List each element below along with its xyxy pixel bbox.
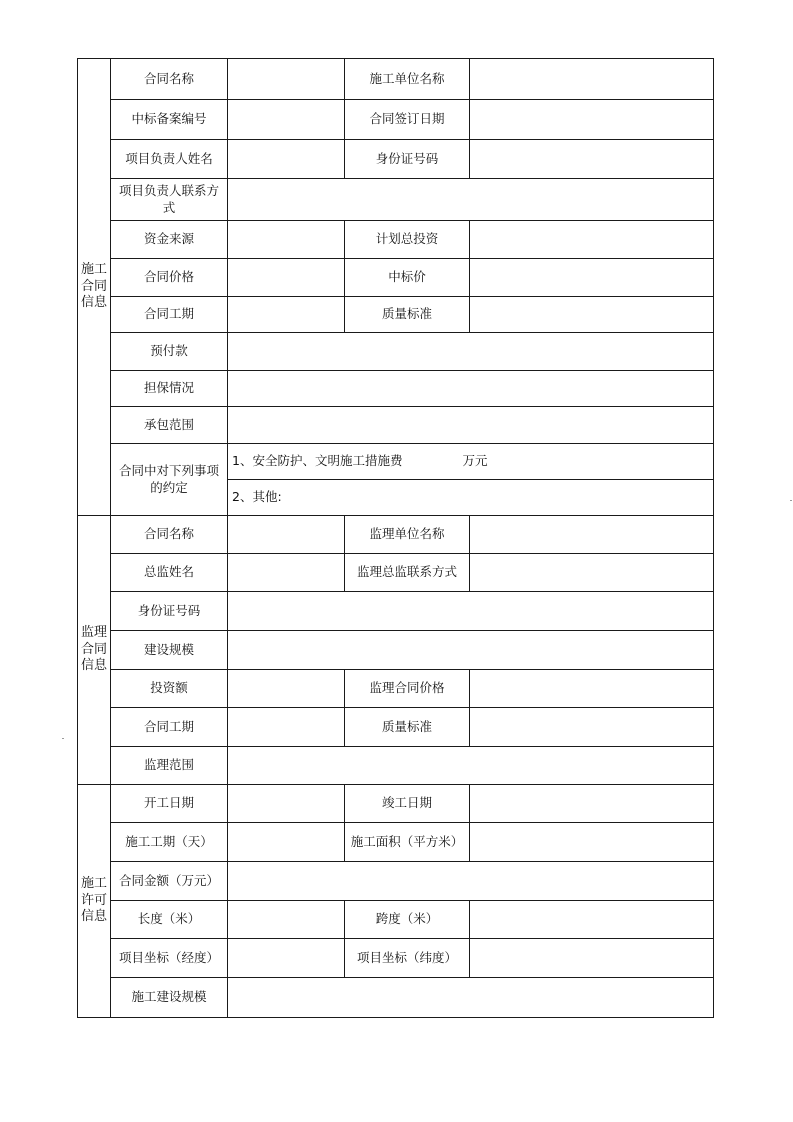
section-label-line: 监理 bbox=[80, 624, 107, 640]
construction-contract-row-2 bbox=[78, 100, 714, 140]
contract-name-field[interactable] bbox=[228, 59, 345, 100]
agreements-label: 合同中对下列事项的约定 bbox=[111, 444, 228, 516]
guarantee-status-field[interactable] bbox=[228, 371, 714, 407]
project-leader-name-label: 项目负责人姓名 bbox=[111, 140, 228, 179]
section-label-construction-contract bbox=[78, 59, 111, 516]
construction-permit-row-4 bbox=[78, 901, 714, 939]
guarantee-status-label: 担保情况 bbox=[111, 371, 228, 407]
contract-signing-date-field[interactable] bbox=[470, 100, 714, 140]
construction-contract-row-8 bbox=[78, 333, 714, 371]
supervision-id-number-label: 身份证号码 bbox=[111, 592, 228, 631]
permit-construction-scale-field[interactable] bbox=[228, 978, 714, 1018]
planned-total-investment-label: 计划总投资 bbox=[345, 221, 470, 259]
construction-permit-row-3 bbox=[78, 862, 714, 901]
coord-latitude-field[interactable] bbox=[470, 939, 714, 978]
safety-fee-unit: 万元 bbox=[462, 453, 488, 469]
contract-signing-date-label: 合同签订日期 bbox=[345, 100, 470, 140]
supervision-unit-name-label: 监理单位名称 bbox=[345, 516, 470, 554]
registration-form-table bbox=[77, 58, 714, 1018]
supervision-contract-row-1 bbox=[78, 516, 714, 554]
scan-speck bbox=[790, 500, 792, 501]
supervision-id-number-field[interactable] bbox=[228, 592, 714, 631]
contract-scope-label: 承包范围 bbox=[111, 407, 228, 444]
start-date-label: 开工日期 bbox=[111, 785, 228, 823]
supervision-quality-standard-field[interactable] bbox=[470, 708, 714, 747]
supervision-contract-price-label: 监理合同价格 bbox=[345, 670, 470, 708]
quality-standard-label: 质量标准 bbox=[345, 297, 470, 333]
chief-supervisor-contact-field[interactable] bbox=[470, 554, 714, 592]
supervision-unit-name-field[interactable] bbox=[470, 516, 714, 554]
fund-source-field[interactable] bbox=[228, 221, 345, 259]
investment-amount-label: 投资额 bbox=[111, 670, 228, 708]
supervision-construction-scale-field[interactable] bbox=[228, 631, 714, 670]
supervision-contract-price-field[interactable] bbox=[470, 670, 714, 708]
chief-supervisor-name-label: 总监姓名 bbox=[111, 554, 228, 592]
construction-unit-name-label: 施工单位名称 bbox=[345, 59, 470, 100]
contract-amount-label: 合同金额（万元） bbox=[111, 862, 228, 901]
coord-longitude-label: 项目坐标（经度） bbox=[111, 939, 228, 978]
construction-contract-row-1 bbox=[78, 59, 714, 100]
contract-amount-field[interactable] bbox=[228, 862, 714, 901]
project-leader-contact-label: 项目负责人联系方式 bbox=[111, 179, 228, 221]
supervision-contract-row-2 bbox=[78, 554, 714, 592]
length-field[interactable] bbox=[228, 901, 345, 939]
construction-contract-row-9 bbox=[78, 371, 714, 407]
section-label-construction-permit bbox=[78, 785, 111, 1018]
construction-contract-row-3 bbox=[78, 140, 714, 179]
safety-fee-item[interactable] bbox=[228, 444, 714, 480]
construction-permit-row-5 bbox=[78, 939, 714, 978]
construction-contract-row-4 bbox=[78, 179, 714, 221]
section-label-line: 合同 bbox=[80, 278, 107, 294]
safety-fee-prefix: 1、安全防护、文明施工措施费 bbox=[232, 453, 403, 469]
section-label-line: 信息 bbox=[80, 658, 107, 674]
completion-date-field[interactable] bbox=[470, 785, 714, 823]
supervision-contract-duration-field[interactable] bbox=[228, 708, 345, 747]
construction-area-field[interactable] bbox=[470, 823, 714, 862]
contract-price-field[interactable] bbox=[228, 259, 345, 297]
advance-payment-field[interactable] bbox=[228, 333, 714, 371]
section-label-line: 施工 bbox=[80, 875, 107, 891]
supervision-quality-standard-label: 质量标准 bbox=[345, 708, 470, 747]
construction-contract-row-6 bbox=[78, 259, 714, 297]
supervision-contract-row-3 bbox=[78, 592, 714, 631]
construction-permit-row-6 bbox=[78, 978, 714, 1018]
supervision-construction-scale-label: 建设规模 bbox=[111, 631, 228, 670]
investment-amount-field[interactable] bbox=[228, 670, 345, 708]
construction-contract-row-10 bbox=[78, 407, 714, 444]
contract-name-label: 合同名称 bbox=[111, 59, 228, 100]
bid-record-number-label: 中标备案编号 bbox=[111, 100, 228, 140]
section-label-line: 施工 bbox=[80, 261, 107, 277]
others-item[interactable]: 2、其他: bbox=[228, 480, 714, 516]
project-leader-contact-field[interactable] bbox=[228, 179, 714, 221]
supervision-scope-field[interactable] bbox=[228, 747, 714, 785]
permit-construction-scale-label: 施工建设规模 bbox=[111, 978, 228, 1018]
construction-area-label: 施工面积（平方米） bbox=[345, 823, 470, 862]
supervision-contract-name-label: 合同名称 bbox=[111, 516, 228, 554]
length-label: 长度（米） bbox=[111, 901, 228, 939]
supervision-contract-row-4 bbox=[78, 631, 714, 670]
chief-supervisor-contact-label: 监理总监联系方式 bbox=[345, 554, 470, 592]
project-leader-name-field[interactable] bbox=[228, 140, 345, 179]
construction-contract-row-7 bbox=[78, 297, 714, 333]
coord-latitude-label: 项目坐标（纬度） bbox=[345, 939, 470, 978]
supervision-scope-label: 监理范围 bbox=[111, 747, 228, 785]
start-date-field[interactable] bbox=[228, 785, 345, 823]
supervision-contract-row-5 bbox=[78, 670, 714, 708]
completion-date-label: 竣工日期 bbox=[345, 785, 470, 823]
construction-permit-row-2 bbox=[78, 823, 714, 862]
section-label-line: 信息 bbox=[80, 909, 107, 925]
span-label: 跨度（米） bbox=[345, 901, 470, 939]
winning-bid-price-field[interactable] bbox=[470, 259, 714, 297]
supervision-contract-row-6 bbox=[78, 708, 714, 747]
scan-speck bbox=[62, 738, 64, 739]
construction-contract-row-11 bbox=[78, 444, 714, 480]
contract-price-label: 合同价格 bbox=[111, 259, 228, 297]
construction-contract-row-5 bbox=[78, 221, 714, 259]
construction-period-label: 施工工期（天） bbox=[111, 823, 228, 862]
supervision-contract-name-field[interactable] bbox=[228, 516, 345, 554]
quality-standard-field[interactable] bbox=[470, 297, 714, 333]
section-label-line: 合同 bbox=[80, 641, 107, 657]
section-label-supervision-contract bbox=[78, 516, 111, 785]
supervision-contract-row-7 bbox=[78, 747, 714, 785]
advance-payment-label: 预付款 bbox=[111, 333, 228, 371]
bid-record-number-field[interactable] bbox=[228, 100, 345, 140]
contract-duration-label: 合同工期 bbox=[111, 297, 228, 333]
span-field[interactable] bbox=[470, 901, 714, 939]
chief-supervisor-name-field[interactable] bbox=[228, 554, 345, 592]
construction-period-field[interactable] bbox=[228, 823, 345, 862]
construction-unit-name-field[interactable] bbox=[470, 59, 714, 100]
id-number-label: 身份证号码 bbox=[345, 140, 470, 179]
contract-scope-field[interactable] bbox=[228, 407, 714, 444]
coord-longitude-field[interactable] bbox=[228, 939, 345, 978]
planned-total-investment-field[interactable] bbox=[470, 221, 714, 259]
fund-source-label: 资金来源 bbox=[111, 221, 228, 259]
id-number-field[interactable] bbox=[470, 140, 714, 179]
section-label-line: 许可 bbox=[80, 892, 107, 908]
section-label-line: 信息 bbox=[80, 295, 107, 311]
construction-permit-row-1 bbox=[78, 785, 714, 823]
winning-bid-price-label: 中标价 bbox=[345, 259, 470, 297]
contract-duration-field[interactable] bbox=[228, 297, 345, 333]
supervision-contract-duration-label: 合同工期 bbox=[111, 708, 228, 747]
